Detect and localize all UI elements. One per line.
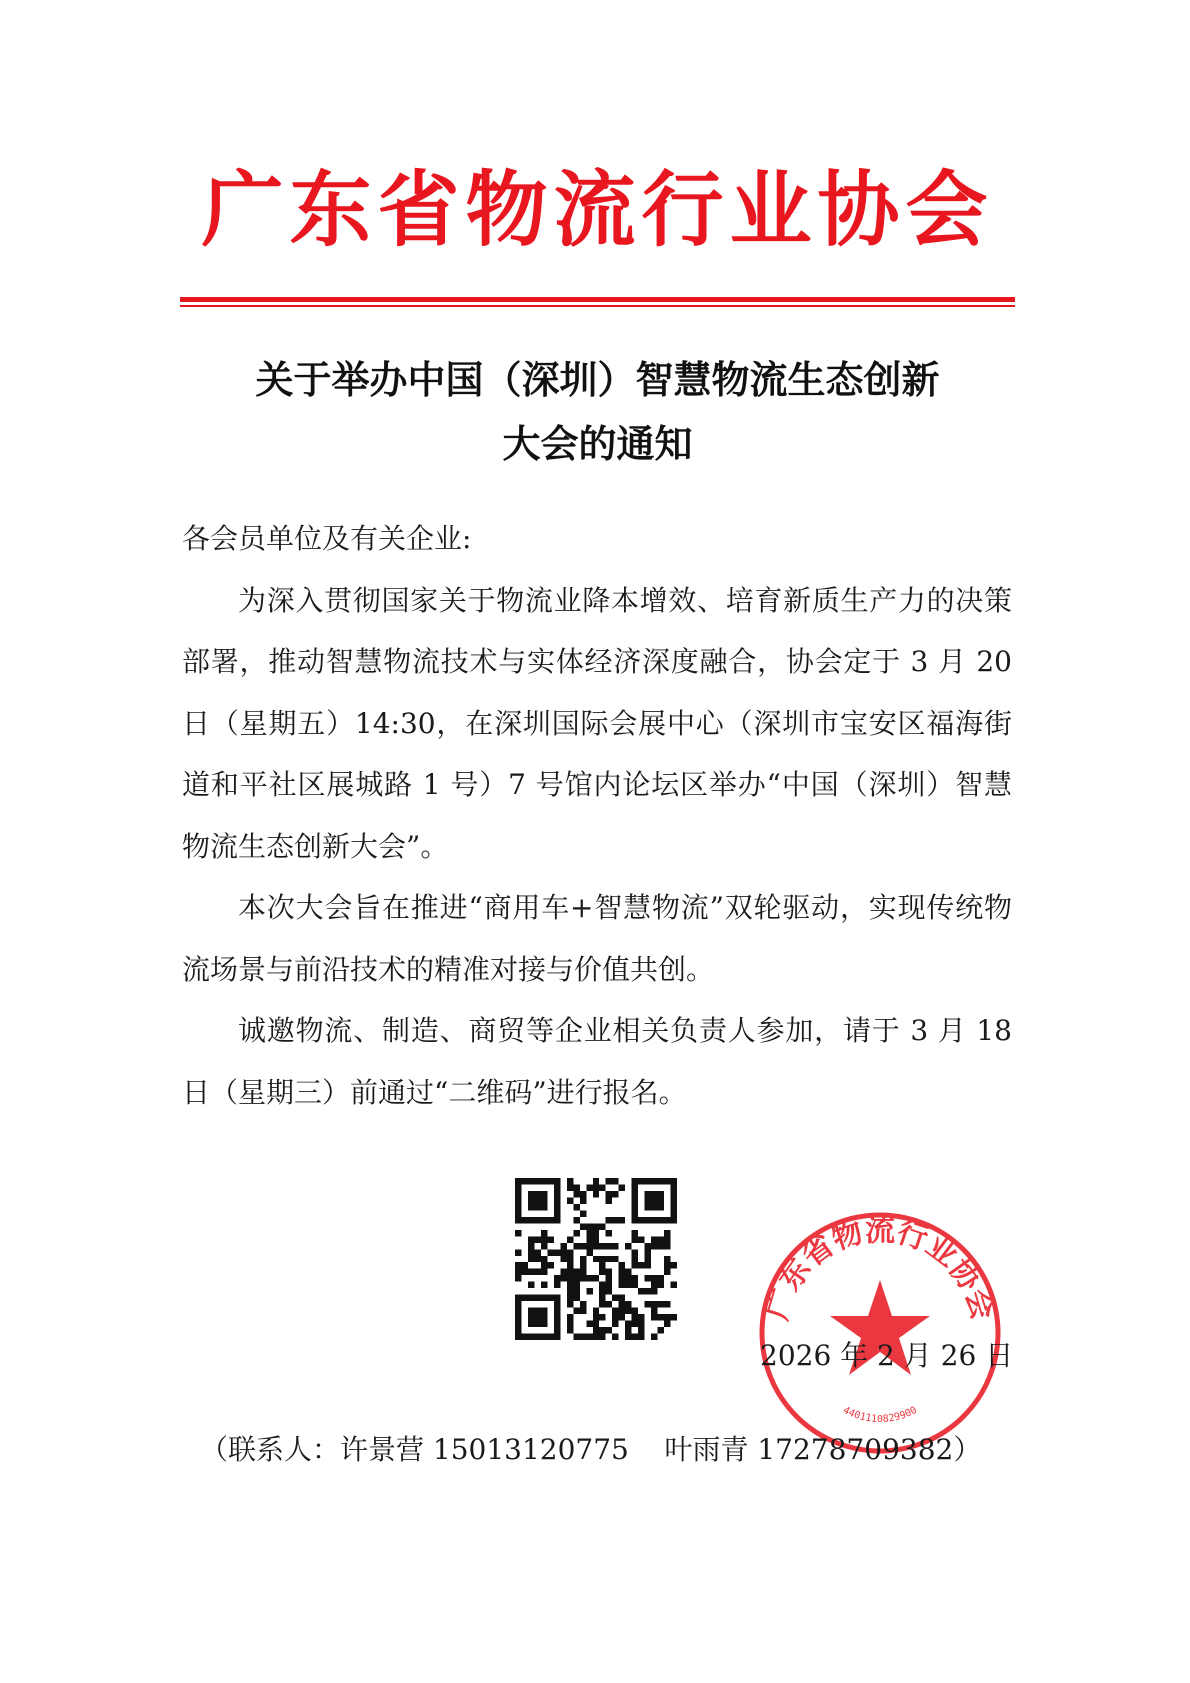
org-masthead: 广东省物流行业协会 <box>201 163 994 258</box>
seal-number: 4401110829900 <box>841 1404 919 1426</box>
issue-date: 2026 年 2 月 26 日 <box>760 1339 1014 1372</box>
document-title-line-2: 大会的通知 <box>502 422 693 466</box>
paragraph-invitation: 诚邀物流、制造、商贸等企业相关负责人参加，请于 3 月 18 日（星期三）前通过“二维码”进行报名。 <box>182 1014 1012 1109</box>
header-rule-thick <box>180 297 1015 302</box>
document-title <box>170 348 1025 476</box>
salutation: 各会员单位及有关企业: <box>182 522 472 555</box>
paragraph-purpose: 本次大会旨在推进“商用车+智慧物流”双轮驱动，实现传统物流场景与前沿技术的精准对接与价值共创。 <box>182 891 1012 986</box>
document-body <box>182 508 1012 1123</box>
seal-text: 广东省物流行业协会 <box>759 1213 1001 1324</box>
document-title-line-1: 关于举办中国（深圳）智慧物流生态创新 <box>255 358 940 402</box>
contact-info: （联系人：许景营 15013120775 叶雨青 17278709382） <box>200 1433 982 1466</box>
header-rule-thin <box>180 305 1015 307</box>
qr-code-icon[interactable] <box>515 1178 677 1340</box>
official-seal-icon <box>755 1208 1005 1458</box>
svg-text:4401110829900 <box>841 1405 919 1425</box>
paragraph-intro: 为深入贯彻国家关于物流业降本增效、培育新质生产力的决策部署，推动智慧物流技术与实体经济深度融合，协会定于 3 月 20 日（星期五）14:30，在深圳国际会展中心（深圳市宝安区福海街道和平社区展城路 1 号）7 号馆内论坛区举办“中国（深圳）智慧物流生态创新大会”。 <box>182 583 1012 863</box>
